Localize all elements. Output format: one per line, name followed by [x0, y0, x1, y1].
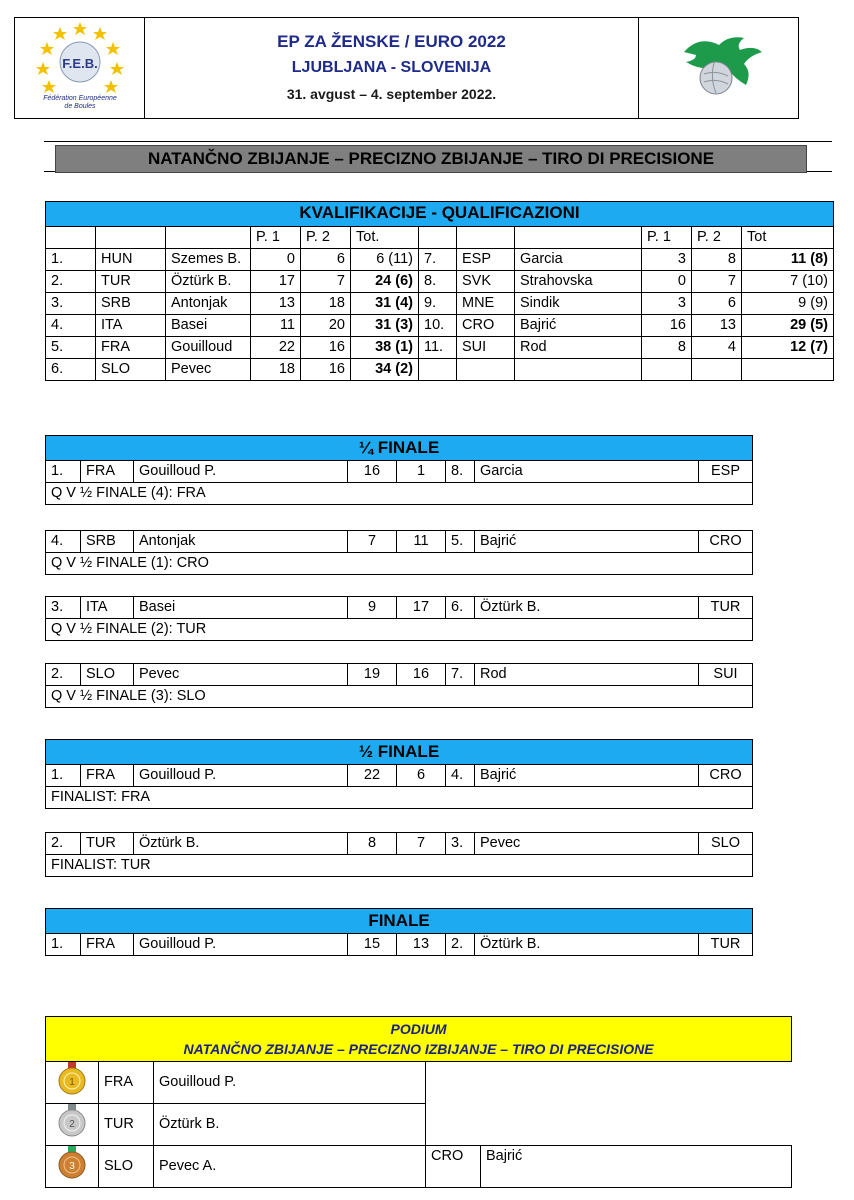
- match-score-2-cell: 7: [397, 833, 446, 855]
- qual-country-cell: MNE: [457, 293, 515, 315]
- match-country-a-cell: SLO: [81, 664, 134, 686]
- svg-text:2: 2: [69, 1119, 75, 1130]
- header-cell: [515, 227, 642, 249]
- match-seed-b-cell: 6.: [446, 597, 475, 619]
- silver-medal-icon: [46, 1104, 99, 1146]
- match-score-1-cell: 22: [348, 765, 397, 787]
- podium-table: [45, 1016, 792, 1188]
- match-country-b-cell: SLO: [699, 833, 753, 855]
- match-seed-b-cell: 5.: [446, 531, 475, 553]
- podium-country: TUR: [99, 1104, 154, 1146]
- event-dates: 31. avgust – 4. september 2022.: [286, 86, 497, 102]
- match-player-b-cell: Garcia: [475, 461, 699, 483]
- match-country-b-cell: TUR: [699, 934, 753, 956]
- match-result-note: FINALIST: TUR: [46, 855, 753, 877]
- feb-logo-cell: [15, 18, 145, 119]
- match-seed-a-cell: 1.: [46, 934, 81, 956]
- qual-round1-cell: 11: [251, 315, 301, 337]
- qual-total-cell: 38 (1): [351, 337, 419, 359]
- podium-empty-area: [426, 1062, 792, 1146]
- qual-rank-cell: 1.: [46, 249, 96, 271]
- qual-round1-cell: 17: [251, 271, 301, 293]
- qual-player-cell: [515, 359, 642, 381]
- qual-country-cell: ESP: [457, 249, 515, 271]
- match-row: [46, 765, 753, 787]
- header-cell: Tot.: [351, 227, 419, 249]
- gold-medal-icon: [46, 1062, 99, 1104]
- match-score-2-cell: 1: [397, 461, 446, 483]
- podium-title: PODIUM: [390, 1021, 447, 1037]
- podium-country: CRO: [426, 1146, 481, 1188]
- podium-player: Gouilloud P.: [154, 1062, 426, 1104]
- match-seed-b-cell: 3.: [446, 833, 475, 855]
- qual-round2-cell: 7: [301, 271, 351, 293]
- podium-player: Pevec A.: [154, 1146, 426, 1188]
- qual-round1-cell: [642, 359, 692, 381]
- qual-round1-cell: 0: [251, 249, 301, 271]
- final-table: [45, 908, 753, 956]
- qual-country-cell: HUN: [96, 249, 166, 271]
- qual-total-cell: [742, 359, 834, 381]
- svg-text:3: 3: [69, 1161, 75, 1172]
- match-score-1-cell: 15: [348, 934, 397, 956]
- qual-total-cell: 9 (9): [742, 293, 834, 315]
- match-row: [46, 597, 753, 619]
- qualification-row: [46, 315, 834, 337]
- quarter-final-table-3: [45, 596, 753, 641]
- qual-round1-cell: 18: [251, 359, 301, 381]
- qual-player-cell: Garcia: [515, 249, 642, 271]
- qual-total-cell: 7 (10): [742, 271, 834, 293]
- qual-rank-cell: 8.: [419, 271, 457, 293]
- qualification-table: [45, 201, 834, 381]
- qual-rank-cell: 4.: [46, 315, 96, 337]
- match-score-2-cell: 6: [397, 765, 446, 787]
- qual-round2-cell: 4: [692, 337, 742, 359]
- qual-player-cell: Gouilloud: [166, 337, 251, 359]
- qualification-row: [46, 249, 834, 271]
- header-cell: Tot: [742, 227, 834, 249]
- qual-round2-cell: 7: [692, 271, 742, 293]
- event-title: EP ZA ŽENSKE / EURO 2022: [277, 32, 506, 51]
- header-cell: P. 1: [251, 227, 301, 249]
- match-player-b-cell: Öztürk B.: [475, 934, 699, 956]
- qualification-row: [46, 359, 834, 381]
- match-country-b-cell: CRO: [699, 531, 753, 553]
- svg-text:de Boules: de Boules: [63, 102, 96, 110]
- qual-total-cell: 31 (3): [351, 315, 419, 337]
- match-player-a-cell: Gouilloud P.: [134, 461, 348, 483]
- qual-total-cell: 11 (8): [742, 249, 834, 271]
- match-player-b-cell: Rod: [475, 664, 699, 686]
- qual-round1-cell: 22: [251, 337, 301, 359]
- bronze-medal-icon: [46, 1146, 99, 1188]
- podium-header: [46, 1017, 792, 1062]
- match-seed-a-cell: 2.: [46, 664, 81, 686]
- podium-player: Öztürk B.: [154, 1104, 426, 1146]
- svg-text:Fédération Européenne: Fédération Européenne: [42, 94, 117, 102]
- match-country-a-cell: FRA: [81, 461, 134, 483]
- match-result-note: Q V ½ FINALE (4): FRA: [46, 483, 753, 505]
- match-score-2-cell: 16: [397, 664, 446, 686]
- qual-rank-cell: 3.: [46, 293, 96, 315]
- match-player-a-cell: Öztürk B.: [134, 833, 348, 855]
- qual-player-cell: Basei: [166, 315, 251, 337]
- qual-rank-cell: [419, 359, 457, 381]
- match-seed-a-cell: 1.: [46, 461, 81, 483]
- svg-text:1: 1: [69, 1077, 75, 1088]
- qual-rank-cell: 6.: [46, 359, 96, 381]
- qualification-row: [46, 271, 834, 293]
- header-cell: [96, 227, 166, 249]
- qual-total-cell: 34 (2): [351, 359, 419, 381]
- qual-total-cell: 12 (7): [742, 337, 834, 359]
- match-player-a-cell: Pevec: [134, 664, 348, 686]
- header-cell: [419, 227, 457, 249]
- header-title-cell: [145, 18, 639, 119]
- qual-country-cell: SRB: [96, 293, 166, 315]
- qual-country-cell: FRA: [96, 337, 166, 359]
- podium-row-1: [46, 1062, 792, 1104]
- qual-rank-cell: 11.: [419, 337, 457, 359]
- match-seed-a-cell: 1.: [46, 765, 81, 787]
- qual-country-cell: TUR: [96, 271, 166, 293]
- match-player-a-cell: Gouilloud P.: [134, 765, 348, 787]
- match-score-2-cell: 11: [397, 531, 446, 553]
- header-table: [14, 17, 799, 119]
- qual-round2-cell: 13: [692, 315, 742, 337]
- match-score-2-cell: 17: [397, 597, 446, 619]
- match-seed-a-cell: 2.: [46, 833, 81, 855]
- match-player-b-cell: Bajrić: [475, 531, 699, 553]
- match-seed-b-cell: 2.: [446, 934, 475, 956]
- final-title: FINALE: [46, 909, 753, 934]
- podium-discipline: NATANČNO ZBIJANJE – PRECIZNO IZBIJANJE – TIRO DI PRECISIONE: [183, 1041, 654, 1057]
- header-cell: P. 2: [301, 227, 351, 249]
- qual-country-cell: CRO: [457, 315, 515, 337]
- match-country-b-cell: SUI: [699, 664, 753, 686]
- qual-player-cell: Öztürk B.: [166, 271, 251, 293]
- qual-total-cell: 24 (6): [351, 271, 419, 293]
- qual-player-cell: Pevec: [166, 359, 251, 381]
- quarter-final-table-2: [45, 530, 753, 575]
- match-player-a-cell: Antonjak: [134, 531, 348, 553]
- qual-round2-cell: 16: [301, 359, 351, 381]
- qual-rank-cell: 7.: [419, 249, 457, 271]
- qual-country-cell: [457, 359, 515, 381]
- header-cell: [457, 227, 515, 249]
- qual-round2-cell: 6: [301, 249, 351, 271]
- qual-rank-cell: 5.: [46, 337, 96, 359]
- qual-player-cell: Rod: [515, 337, 642, 359]
- quarter-final-table-1: [45, 435, 753, 505]
- match-result-note: Q V ½ FINALE (3): SLO: [46, 686, 753, 708]
- match-country-a-cell: SRB: [81, 531, 134, 553]
- qual-round1-cell: 16: [642, 315, 692, 337]
- match-row: [46, 934, 753, 956]
- match-score-1-cell: 7: [348, 531, 397, 553]
- match-score-1-cell: 19: [348, 664, 397, 686]
- dragon-logo-cell: [639, 18, 799, 119]
- qual-round2-cell: 16: [301, 337, 351, 359]
- match-row: [46, 461, 753, 483]
- match-score-1-cell: 9: [348, 597, 397, 619]
- qual-round2-cell: 20: [301, 315, 351, 337]
- qual-player-cell: Szemes B.: [166, 249, 251, 271]
- match-country-a-cell: FRA: [81, 765, 134, 787]
- match-score-2-cell: 13: [397, 934, 446, 956]
- match-country-b-cell: ESP: [699, 461, 753, 483]
- podium-country: SLO: [99, 1146, 154, 1188]
- match-seed-a-cell: 4.: [46, 531, 81, 553]
- discipline-banner: NATANČNO ZBIJANJE – PRECIZNO ZBIJANJE – TIRO DI PRECISIONE: [55, 145, 807, 173]
- match-result-note: Q V ½ FINALE (1): CRO: [46, 553, 753, 575]
- qual-rank-cell: 9.: [419, 293, 457, 315]
- qualification-row: [46, 337, 834, 359]
- qual-total-cell: 31 (4): [351, 293, 419, 315]
- podium-player: Bajrić: [481, 1146, 792, 1188]
- header-cell: [46, 227, 96, 249]
- qualification-rows: [46, 249, 834, 381]
- feb-logo: [25, 20, 135, 110]
- qual-player-cell: Antonjak: [166, 293, 251, 315]
- qual-total-cell: 29 (5): [742, 315, 834, 337]
- match-country-a-cell: ITA: [81, 597, 134, 619]
- qual-player-cell: Strahovska: [515, 271, 642, 293]
- qual-round2-cell: 6: [692, 293, 742, 315]
- qual-round1-cell: 8: [642, 337, 692, 359]
- event-location: LJUBLJANA - SLOVENIJA: [291, 59, 492, 76]
- qualification-row: [46, 293, 834, 315]
- match-player-b-cell: Pevec: [475, 833, 699, 855]
- qual-country-cell: SVK: [457, 271, 515, 293]
- qual-player-cell: Sindik: [515, 293, 642, 315]
- qual-round1-cell: 3: [642, 293, 692, 315]
- quarter-final-title: ¼ FINALE: [46, 436, 753, 461]
- semi-final-title: ½ FINALE: [46, 740, 753, 765]
- match-row: [46, 531, 753, 553]
- qual-rank-cell: 10.: [419, 315, 457, 337]
- match-seed-b-cell: 7.: [446, 664, 475, 686]
- match-result-note: FINALIST: FRA: [46, 787, 753, 809]
- semi-final-table-2: [45, 832, 753, 877]
- qual-round2-cell: 8: [692, 249, 742, 271]
- match-country-b-cell: TUR: [699, 597, 753, 619]
- match-score-1-cell: 8: [348, 833, 397, 855]
- dragon-logo: [674, 30, 764, 100]
- match-result-note: Q V ½ FINALE (2): TUR: [46, 619, 753, 641]
- match-country-a-cell: FRA: [81, 934, 134, 956]
- svg-text:F.E.B.: F.E.B.: [61, 55, 98, 71]
- match-country-a-cell: TUR: [81, 833, 134, 855]
- semi-final-table-1: [45, 739, 753, 809]
- qual-round1-cell: 3: [642, 249, 692, 271]
- quarter-final-table-4: [45, 663, 753, 708]
- match-player-b-cell: Öztürk B.: [475, 597, 699, 619]
- banner-top-line: [44, 141, 832, 142]
- match-row: [46, 833, 753, 855]
- match-seed-b-cell: 4.: [446, 765, 475, 787]
- qual-round2-cell: 18: [301, 293, 351, 315]
- podium-country: FRA: [99, 1062, 154, 1104]
- qual-round1-cell: 13: [251, 293, 301, 315]
- qual-rank-cell: 2.: [46, 271, 96, 293]
- qual-country-cell: SUI: [457, 337, 515, 359]
- match-country-b-cell: CRO: [699, 765, 753, 787]
- qual-country-cell: SLO: [96, 359, 166, 381]
- qual-round2-cell: [692, 359, 742, 381]
- match-player-a-cell: Gouilloud P.: [134, 934, 348, 956]
- qualification-header-row: [46, 227, 834, 249]
- match-seed-a-cell: 3.: [46, 597, 81, 619]
- header-cell: P. 1: [642, 227, 692, 249]
- podium-row-3: [46, 1146, 792, 1188]
- header-cell: P. 2: [692, 227, 742, 249]
- qual-total-cell: 6 (11): [351, 249, 419, 271]
- match-score-1-cell: 16: [348, 461, 397, 483]
- qual-country-cell: ITA: [96, 315, 166, 337]
- match-row: [46, 664, 753, 686]
- qualification-title: KVALIFIKACIJE - QUALIFICAZIONI: [46, 202, 834, 227]
- header-cell: [166, 227, 251, 249]
- match-seed-b-cell: 8.: [446, 461, 475, 483]
- qual-player-cell: Bajrić: [515, 315, 642, 337]
- match-player-b-cell: Bajrić: [475, 765, 699, 787]
- match-player-a-cell: Basei: [134, 597, 348, 619]
- qual-round1-cell: 0: [642, 271, 692, 293]
